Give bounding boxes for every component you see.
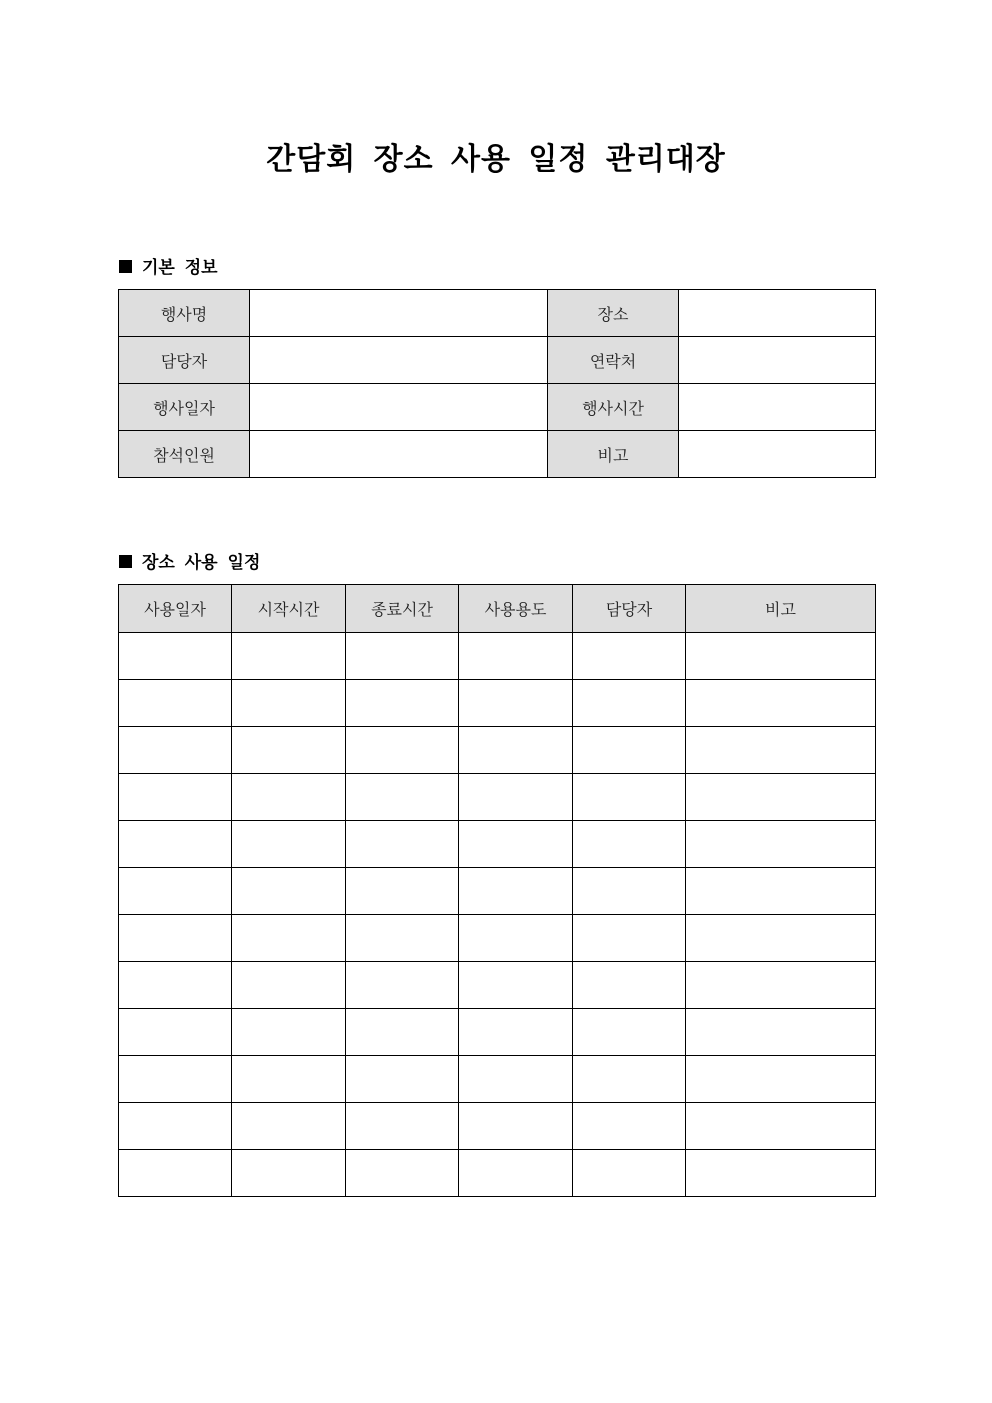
- purpose-cell[interactable]: [459, 1009, 573, 1056]
- remarks-label: 비고: [548, 431, 679, 478]
- usage-date-cell[interactable]: [119, 821, 232, 868]
- manager-cell[interactable]: [573, 962, 686, 1009]
- purpose-cell[interactable]: [459, 1103, 573, 1150]
- purpose-cell[interactable]: [459, 1150, 573, 1197]
- purpose-cell[interactable]: [459, 727, 573, 774]
- schedule-table-body: [119, 633, 876, 1197]
- usage-date-cell[interactable]: [119, 1103, 232, 1150]
- manager-cell[interactable]: [573, 1103, 686, 1150]
- end-time-cell[interactable]: [346, 1009, 459, 1056]
- column-header-usage-date: 사용일자: [119, 585, 232, 633]
- end-time-cell[interactable]: [346, 821, 459, 868]
- purpose-cell[interactable]: [459, 774, 573, 821]
- remarks-cell[interactable]: [686, 1103, 876, 1150]
- end-time-cell[interactable]: [346, 1103, 459, 1150]
- black-square-bullet-icon: [119, 555, 132, 568]
- table-row: [119, 821, 876, 868]
- remarks-cell[interactable]: [686, 1056, 876, 1103]
- event-date-field[interactable]: [250, 384, 548, 431]
- purpose-cell[interactable]: [459, 915, 573, 962]
- purpose-cell[interactable]: [459, 962, 573, 1009]
- table-row: [119, 915, 876, 962]
- end-time-cell[interactable]: [346, 680, 459, 727]
- attendees-label: 참석인원: [119, 431, 250, 478]
- section-heading-label: 기본 정보: [142, 258, 218, 278]
- remarks-cell[interactable]: [686, 1009, 876, 1056]
- remarks-cell[interactable]: [686, 962, 876, 1009]
- table-row: [119, 727, 876, 774]
- remarks-cell[interactable]: [686, 915, 876, 962]
- usage-date-cell[interactable]: [119, 633, 232, 680]
- remarks-cell[interactable]: [686, 1150, 876, 1197]
- remarks-cell[interactable]: [686, 727, 876, 774]
- venue-label: 장소: [548, 290, 679, 337]
- event-name-field[interactable]: [250, 290, 548, 337]
- event-date-label: 행사일자: [119, 384, 250, 431]
- remarks-cell[interactable]: [686, 774, 876, 821]
- start-time-cell[interactable]: [232, 1103, 346, 1150]
- start-time-cell[interactable]: [232, 680, 346, 727]
- schedule-table: [118, 584, 876, 1197]
- remarks-cell[interactable]: [686, 680, 876, 727]
- table-row: [119, 962, 876, 1009]
- table-row: [119, 1103, 876, 1150]
- end-time-cell[interactable]: [346, 727, 459, 774]
- usage-date-cell[interactable]: [119, 774, 232, 821]
- purpose-cell[interactable]: [459, 633, 573, 680]
- purpose-cell[interactable]: [459, 1056, 573, 1103]
- manager-cell[interactable]: [573, 868, 686, 915]
- column-header-purpose: 사용용도: [459, 585, 573, 633]
- column-header-remarks: 비고: [686, 585, 876, 633]
- manager-field[interactable]: [250, 337, 548, 384]
- remarks-field[interactable]: [679, 431, 876, 478]
- event-time-field[interactable]: [679, 384, 876, 431]
- start-time-cell[interactable]: [232, 868, 346, 915]
- usage-date-cell[interactable]: [119, 680, 232, 727]
- column-header-start-time: 시작시간: [232, 585, 346, 633]
- purpose-cell[interactable]: [459, 868, 573, 915]
- start-time-cell[interactable]: [232, 821, 346, 868]
- table-row: [119, 337, 876, 384]
- remarks-cell[interactable]: [686, 868, 876, 915]
- start-time-cell[interactable]: [232, 727, 346, 774]
- table-row: [119, 431, 876, 478]
- table-row: [119, 384, 876, 431]
- end-time-cell[interactable]: [346, 962, 459, 1009]
- contact-field[interactable]: [679, 337, 876, 384]
- end-time-cell[interactable]: [346, 774, 459, 821]
- column-header-manager: 담당자: [573, 585, 686, 633]
- event-name-label: 행사명: [119, 290, 250, 337]
- start-time-cell[interactable]: [232, 1056, 346, 1103]
- start-time-cell[interactable]: [232, 633, 346, 680]
- table-row: [119, 774, 876, 821]
- table-row: [119, 1150, 876, 1197]
- table-row: [119, 633, 876, 680]
- manager-cell[interactable]: [573, 633, 686, 680]
- attendees-field[interactable]: [250, 431, 548, 478]
- manager-cell[interactable]: [573, 727, 686, 774]
- venue-field[interactable]: [679, 290, 876, 337]
- start-time-cell[interactable]: [232, 774, 346, 821]
- usage-date-cell[interactable]: [119, 962, 232, 1009]
- usage-date-cell[interactable]: [119, 1056, 232, 1103]
- remarks-cell[interactable]: [686, 633, 876, 680]
- table-header-row: [119, 585, 876, 633]
- contact-label: 연락처: [548, 337, 679, 384]
- end-time-cell[interactable]: [346, 915, 459, 962]
- manager-cell[interactable]: [573, 1150, 686, 1197]
- start-time-cell[interactable]: [232, 1009, 346, 1056]
- section-heading-schedule: [119, 548, 260, 573]
- manager-cell[interactable]: [573, 1009, 686, 1056]
- purpose-cell[interactable]: [459, 821, 573, 868]
- black-square-bullet-icon: [119, 260, 132, 273]
- table-row: [119, 290, 876, 337]
- usage-date-cell[interactable]: [119, 727, 232, 774]
- column-header-end-time: 종료시간: [346, 585, 459, 633]
- end-time-cell[interactable]: [346, 1150, 459, 1197]
- usage-date-cell[interactable]: [119, 1150, 232, 1197]
- table-row: [119, 680, 876, 727]
- section-heading-label: 장소 사용 일정: [142, 553, 261, 573]
- purpose-cell[interactable]: [459, 680, 573, 727]
- section-heading-basic-info: [119, 253, 218, 278]
- start-time-cell[interactable]: [232, 915, 346, 962]
- usage-date-cell[interactable]: [119, 915, 232, 962]
- manager-label: 담당자: [119, 337, 250, 384]
- start-time-cell[interactable]: [232, 1150, 346, 1197]
- table-row: [119, 868, 876, 915]
- manager-cell[interactable]: [573, 1056, 686, 1103]
- remarks-cell[interactable]: [686, 821, 876, 868]
- end-time-cell[interactable]: [346, 868, 459, 915]
- page-title: 간담회 장소 사용 일정 관리대장: [266, 142, 726, 177]
- manager-cell[interactable]: [573, 821, 686, 868]
- usage-date-cell[interactable]: [119, 868, 232, 915]
- end-time-cell[interactable]: [346, 1056, 459, 1103]
- manager-cell[interactable]: [573, 680, 686, 727]
- manager-cell[interactable]: [573, 915, 686, 962]
- basic-info-table: [118, 289, 876, 478]
- usage-date-cell[interactable]: [119, 1009, 232, 1056]
- manager-cell[interactable]: [573, 774, 686, 821]
- start-time-cell[interactable]: [232, 962, 346, 1009]
- table-row: [119, 1009, 876, 1056]
- event-time-label: 행사시간: [548, 384, 679, 431]
- table-row: [119, 1056, 876, 1103]
- end-time-cell[interactable]: [346, 633, 459, 680]
